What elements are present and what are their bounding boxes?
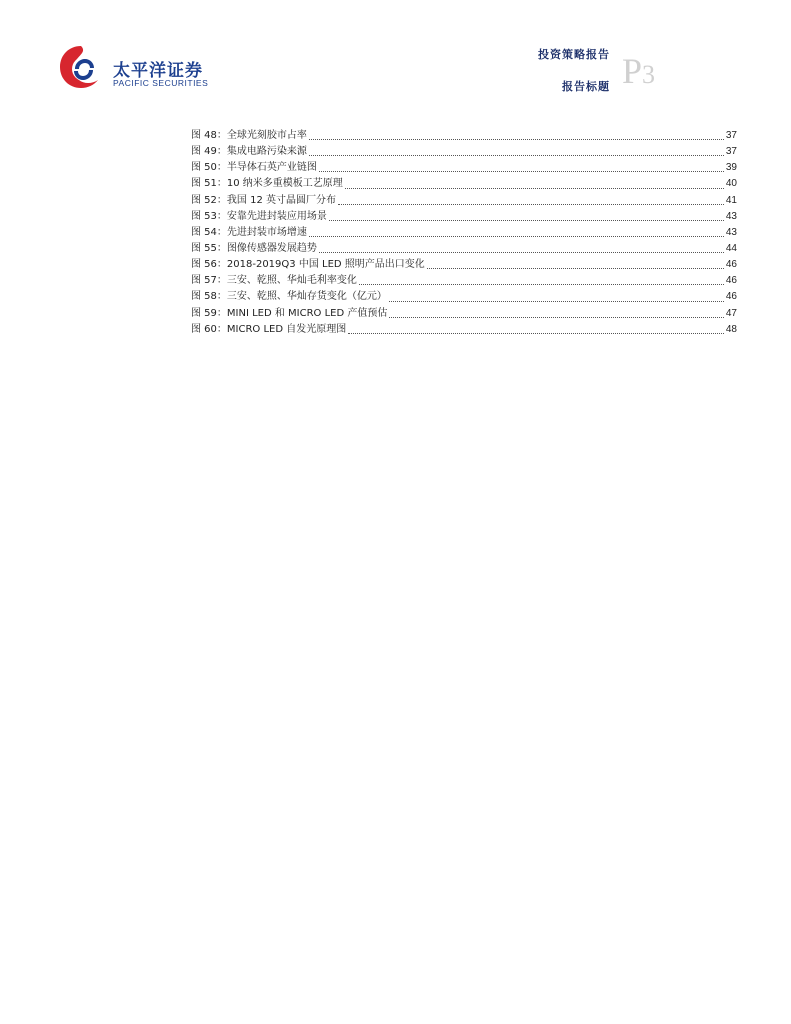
toc-entry-label: 图 55：图像传感器发展趋势	[191, 242, 317, 254]
toc-entry-label: 图 57：三安、乾照、华灿毛利率变化	[191, 275, 357, 287]
toc-entry[interactable]	[191, 209, 737, 225]
toc-dot-leader	[319, 251, 724, 253]
toc-entry-label: 图 54：先进封装市场增速	[191, 226, 307, 238]
toc-entry-label: 图 53：安靠先进封装应用场景	[191, 210, 327, 222]
toc-entry[interactable]	[191, 144, 737, 160]
toc-entry-label: 图 50：半导体石英产业链图	[191, 162, 317, 174]
toc-entry-page: 37	[725, 130, 737, 141]
toc-entry-page: 40	[725, 178, 737, 190]
toc-entry-label: 图 52：我国 12 英寸晶圆厂分布	[191, 194, 336, 206]
toc-dot-leader	[389, 300, 724, 302]
toc-dot-leader	[359, 283, 724, 285]
report-title: 报告标题	[562, 80, 610, 93]
toc-dot-leader	[427, 267, 724, 269]
page-number: 3	[642, 60, 656, 89]
toc-dot-leader	[345, 187, 724, 189]
toc-entry-page: 46	[725, 291, 737, 303]
toc-dot-leader	[309, 154, 724, 156]
figure-list	[191, 128, 737, 338]
toc-entry[interactable]	[191, 128, 737, 144]
toc-entry-page: 37	[725, 146, 737, 158]
toc-entry-page: 43	[725, 210, 737, 222]
toc-entry[interactable]	[191, 306, 737, 322]
toc-entry-page: 44	[725, 242, 737, 254]
toc-dot-leader	[389, 316, 724, 318]
toc-entry-page: 46	[725, 275, 737, 287]
page-number-mark	[622, 50, 655, 92]
toc-entry-label: 图 49：集成电路污染来源	[191, 146, 307, 158]
toc-entry[interactable]	[191, 322, 737, 338]
toc-entry-label: 图 58：三安、乾照、华灿存货变化（亿元）	[191, 291, 387, 303]
company-logo	[55, 42, 215, 102]
toc-entry[interactable]	[191, 241, 737, 257]
report-type: 投资策略报告	[538, 48, 610, 61]
company-name-en: PACIFIC SECURITIES	[113, 78, 209, 88]
toc-dot-leader	[338, 203, 724, 205]
toc-entry-label: 图 59：MINI LED 和 MICRO LED 产值预估	[191, 307, 388, 319]
toc-entry[interactable]	[191, 257, 737, 273]
toc-entry[interactable]	[191, 193, 737, 209]
toc-dot-leader	[329, 219, 724, 221]
toc-entry-page: 47	[725, 307, 737, 319]
toc-dot-leader	[348, 332, 724, 334]
company-name-cn: 太平洋证券	[113, 61, 203, 81]
toc-entry-label: 图 56：2018-2019Q3 中国 LED 照明产品出口变化	[191, 259, 425, 271]
toc-entry[interactable]	[191, 273, 737, 289]
toc-dot-leader	[309, 138, 724, 140]
header-divider	[190, 118, 736, 119]
toc-entry[interactable]	[191, 289, 737, 305]
toc-entry-page: 46	[725, 259, 737, 271]
toc-entry-label: 图 60：MICRO LED 自发光原理图	[191, 323, 347, 335]
toc-entry[interactable]	[191, 160, 737, 176]
toc-entry[interactable]	[191, 176, 737, 192]
toc-entry-label: 图 48：全球光刻胶市占率	[191, 130, 307, 141]
toc-entry[interactable]	[191, 225, 737, 241]
toc-entry-page: 43	[725, 226, 737, 238]
toc-dot-leader	[319, 170, 724, 172]
toc-dot-leader	[309, 235, 724, 237]
toc-entry-page: 39	[725, 162, 737, 174]
company-logo-icon	[55, 42, 107, 94]
toc-entry-label: 图 51：10 纳米多重模板工艺原理	[191, 178, 343, 190]
toc-entry-page: 48	[725, 323, 737, 335]
toc-entry-page: 41	[725, 194, 737, 206]
page-letter: P	[622, 51, 643, 91]
